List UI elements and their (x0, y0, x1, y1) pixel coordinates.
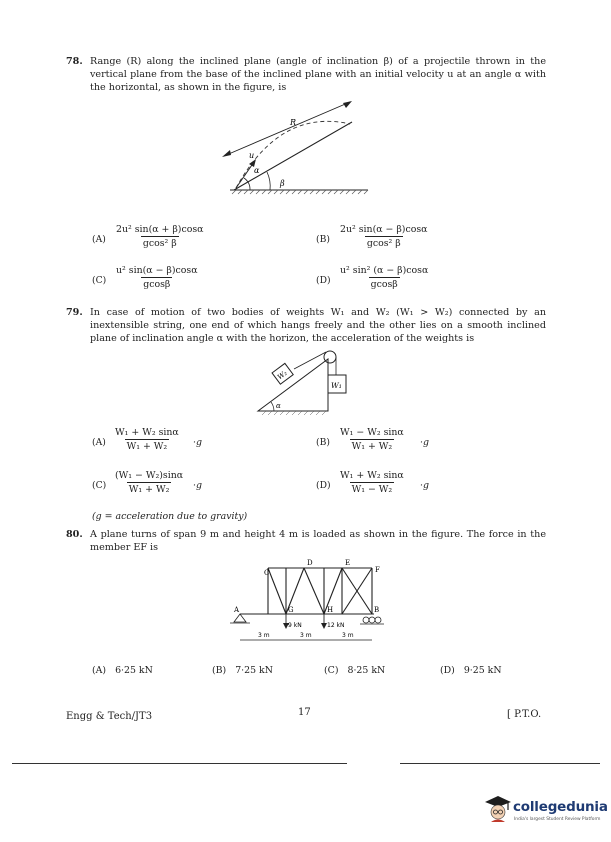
numerator: 2u² sin(α + β)cosα (116, 224, 204, 235)
option-value: 7·25 kN (235, 665, 273, 676)
brand-name: collegedunia (513, 799, 608, 815)
footer-code: Engg & Tech/JT3 (66, 711, 153, 722)
option-label: (D) (440, 665, 455, 676)
question-79 (66, 306, 546, 346)
option-b-fraction (338, 427, 406, 452)
option-c-fraction (114, 265, 200, 290)
option-a-fraction (113, 427, 181, 452)
option-label: (B) (212, 665, 227, 676)
option-label: (D) (316, 480, 331, 491)
denominator: W₁ + W₂ (128, 484, 170, 495)
question-number: 79. (66, 307, 83, 318)
label-w1: W₁ (331, 381, 342, 390)
bottom-rule-left (12, 763, 347, 764)
numerator: W₁ + W₂ sinα (340, 470, 404, 481)
numerator: W₁ − W₂ sinα (340, 427, 404, 438)
node-B: B (374, 606, 380, 614)
option-value: 9·25 kN (463, 665, 502, 676)
inclined-plane-pulley-figure (254, 345, 364, 417)
option-b (212, 665, 273, 676)
option-label: (C) (324, 665, 339, 676)
numerator: 2u² sin(α − β)cosα (340, 224, 428, 235)
option-d-fraction (338, 470, 406, 495)
numerator: u² sin(α − β)cosα (116, 265, 198, 276)
option-tail: ·g (420, 480, 429, 491)
bottom-rule-right (400, 763, 600, 764)
question-text: Range (R) along the inclined plane (angle of inclination β) of a projectile thrown in the vertical plane from the base of the inclined plane with an initial velocity u at an angle α with the horizontal, as shown in the figure, is (90, 56, 546, 94)
option-label: (B) (316, 437, 330, 448)
brand-tagline: India's largest Student Review Platform (514, 817, 601, 822)
label-alpha: α (254, 166, 260, 175)
option-d-fraction (338, 265, 430, 290)
option-tail: ·g (193, 437, 202, 448)
graduate-avatar-icon (484, 794, 512, 824)
denominator: gcosβ (143, 279, 171, 290)
question-number: 80. (66, 529, 83, 540)
option-tail: ·g (420, 437, 429, 448)
option-d (440, 665, 502, 676)
pto-mark: [ P.T.O. (507, 709, 542, 720)
option-tail: ·g (193, 480, 202, 491)
node-G: G (288, 606, 294, 614)
collegedunia-logo (484, 794, 606, 828)
node-F: F (375, 566, 380, 574)
denominator: gcos² β (142, 238, 177, 249)
denominator: gcos² β (366, 238, 401, 249)
node-H: H (327, 606, 334, 614)
dimension-3m: 3 m (258, 632, 270, 639)
load-9kn: 9 kN (288, 622, 302, 629)
node-E: E (345, 559, 351, 567)
label-alpha: α (276, 402, 281, 410)
projectile-incline-figure (200, 98, 370, 198)
numerator: u² sin² (α − β)cosα (340, 265, 429, 276)
denominator: gcosβ (370, 279, 398, 290)
label-u: u (249, 151, 255, 160)
option-b-fraction (338, 224, 430, 249)
denominator: W₁ + W₂ (126, 441, 168, 452)
dimension-3m: 3 m (300, 632, 312, 639)
node-D: D (307, 559, 313, 567)
option-a-fraction (114, 224, 206, 249)
option-label: (D) (316, 275, 331, 286)
truss-figure (224, 556, 394, 650)
denominator: W₁ − W₂ (351, 484, 393, 495)
numerator: (W₁ − W₂)sinα (115, 470, 184, 481)
denominator: W₁ + W₂ (351, 441, 393, 452)
option-label: (C) (92, 480, 107, 491)
option-c (324, 665, 385, 676)
option-label: (A) (92, 234, 106, 245)
option-value: 8·25 kN (347, 665, 386, 676)
question-text: In case of motion of two bodies of weights W₁ and W₂ (W₁ > W₂) connected by an inextensible string, one end of which hangs freely and the other lies on a smooth inclined plane of inclination angle α with the horizon, the acceleration of the weights is (90, 307, 546, 345)
option-a (92, 665, 153, 676)
label-w2: W₂ (276, 368, 289, 382)
dimension-3m: 3 m (342, 632, 354, 639)
option-label: (A) (92, 665, 107, 676)
question-78 (66, 55, 546, 95)
question-80 (66, 528, 546, 554)
option-c-fraction (113, 470, 185, 495)
gravity-note: (g = acceleration due to gravity) (92, 511, 248, 522)
option-label: (C) (92, 275, 107, 286)
label-beta: β (280, 179, 285, 188)
option-label: (A) (92, 437, 106, 448)
question-number: 78. (66, 56, 83, 67)
option-label: (B) (316, 234, 330, 245)
load-12kn: 12 kN (327, 622, 345, 629)
node-C: C (264, 569, 270, 577)
option-value: 6·25 kN (115, 665, 153, 676)
numerator: W₁ + W₂ sinα (115, 427, 179, 438)
node-A: A (234, 606, 240, 614)
page-number: 17 (298, 707, 311, 718)
label-R: R (290, 118, 297, 127)
question-text: A plane turns of span 9 m and height 4 m is loaded as shown in the figure. The force in the member EF is (90, 529, 546, 554)
